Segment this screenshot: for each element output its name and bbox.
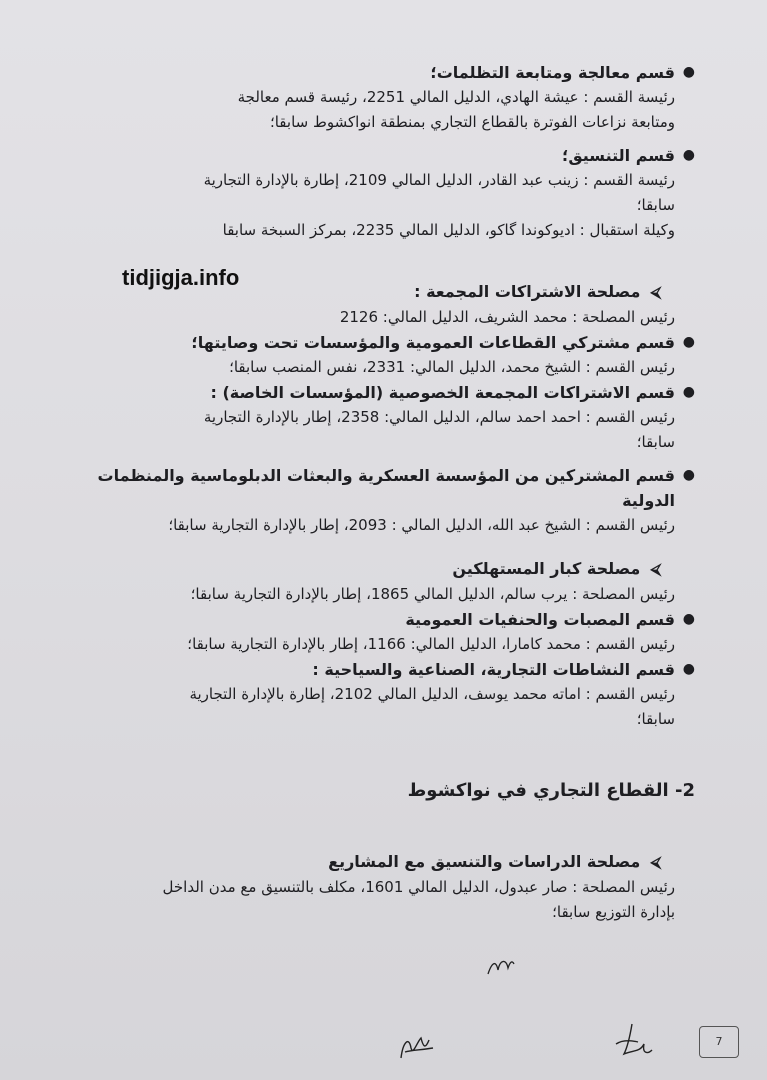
text-line: رئيس المصلحة : محمد الشريف، الدليل المالي: 2126 — [339, 308, 675, 326]
bullet-icon: ● — [682, 661, 695, 677]
list-item — [82, 60, 695, 135]
bullet-icon: ● — [682, 64, 695, 80]
text-line: سابقا؛ — [636, 710, 675, 728]
arrow-icon: ⮘ — [650, 560, 661, 578]
list-item — [82, 657, 695, 732]
list-item — [82, 380, 695, 455]
text-line: رئيس المصلحة : يرب سالم، الدليل المالي 1865، إطار بالإدارة التجارية سابقا؛ — [190, 585, 675, 603]
list-item — [82, 143, 695, 243]
list-item — [82, 607, 695, 657]
text-line: سابقا؛ — [636, 433, 675, 451]
bullet-icon: ● — [682, 611, 695, 627]
list-item — [82, 463, 695, 538]
text-line: رئيسة القسم : زينب عبد القادر، الدليل المالي 2109، إطارة بالإدارة التجارية — [203, 171, 675, 189]
subsection-heading-text: مصلحة كبار المستهلكين — [452, 559, 641, 578]
bullet-icon: ● — [682, 147, 695, 163]
subsection-heading-text: مصلحة الدراسات والتنسيق مع المشاريع — [328, 852, 641, 871]
watermark: tidjigja.info — [122, 265, 240, 290]
text-line: رئيسة القسم : عيشة الهادي، الدليل المالي 2251، رئيسة قسم معالجة — [237, 88, 675, 106]
text-line: رئيس القسم : اماته محمد يوسف، الدليل المالي 2102، إطارة بالإدارة التجارية — [189, 685, 675, 703]
text-line: سابقا؛ — [636, 196, 675, 214]
text-line: رئيس القسم : محمد كامارا، الدليل المالي: 1166، إطار بالإدارة التجارية سابقا؛ — [187, 635, 675, 653]
section-heading: قسم المشتركين من المؤسسة العسكرية والبعثات الدبلوماسية والمنظمات الدولية — [97, 466, 675, 510]
text-line: ومتابعة نزاعات الفوترة بالقطاع التجاري بمنطقة انواكشوط سابقا؛ — [269, 113, 675, 131]
bullet-icon: ● — [682, 467, 695, 483]
text-line: وكيلة استقبال : اديوكوندا گاكو، الدليل المالي 2235، بمركز السبخة سابقا — [222, 221, 675, 239]
section-heading: قسم معالجة ومتابعة التظلمات؛ — [430, 63, 675, 82]
section-heading: قسم المصبات والحنفيات العمومية — [405, 610, 675, 629]
document-body — [82, 60, 695, 925]
text-line: رئيس القسم : احمد احمد سالم، الدليل المالي: 2358، إطار بالإدارة التجارية — [203, 408, 675, 426]
subsection-heading — [82, 849, 661, 875]
subsection — [82, 556, 675, 607]
section-heading: قسم التنسيق؛ — [561, 146, 675, 165]
text-line: بإدارة التوزيع سابقا؛ — [552, 903, 675, 921]
section-heading: قسم مشتركي القطاعات العمومية والمؤسسات تحت وصايتها؛ — [191, 333, 675, 352]
bullet-icon: ● — [682, 384, 695, 400]
text-line: رئيس القسم : الشيخ عبد الله، الدليل المالي : 2093، إطار بالإدارة التجارية سابقا؛ — [168, 516, 675, 534]
signature-right — [608, 1020, 654, 1062]
subsection-heading — [82, 556, 661, 582]
section-heading: قسم النشاطات التجارية، الصناعية والسياحية : — [312, 660, 675, 679]
text-line: رئيس القسم : الشيخ محمد، الدليل المالي: 2331، نفس المنصب سابقا؛ — [229, 358, 675, 376]
signature-left — [395, 1028, 439, 1064]
section-heading: قسم الاشتراكات المجمعة الخصوصية (المؤسسات الخاصة) : — [210, 383, 675, 402]
arrow-icon: ⮘ — [650, 283, 661, 301]
bullet-icon: ● — [682, 334, 695, 350]
subsection — [82, 849, 675, 925]
initial-mark — [486, 956, 516, 978]
section-2-title: 2- القطاع التجاري في نواكشوط — [407, 780, 695, 801]
arrow-icon: ⮘ — [650, 853, 661, 871]
list-item — [82, 330, 695, 380]
subsection-heading-text: مصلحة الاشتراكات المجمعة : — [414, 282, 641, 301]
text-line: رئيس المصلحة : صار عبدول، الدليل المالي 1601، مكلف بالتنسيق مع مدن الداخل — [162, 878, 675, 896]
page-number: 7 — [699, 1026, 739, 1058]
